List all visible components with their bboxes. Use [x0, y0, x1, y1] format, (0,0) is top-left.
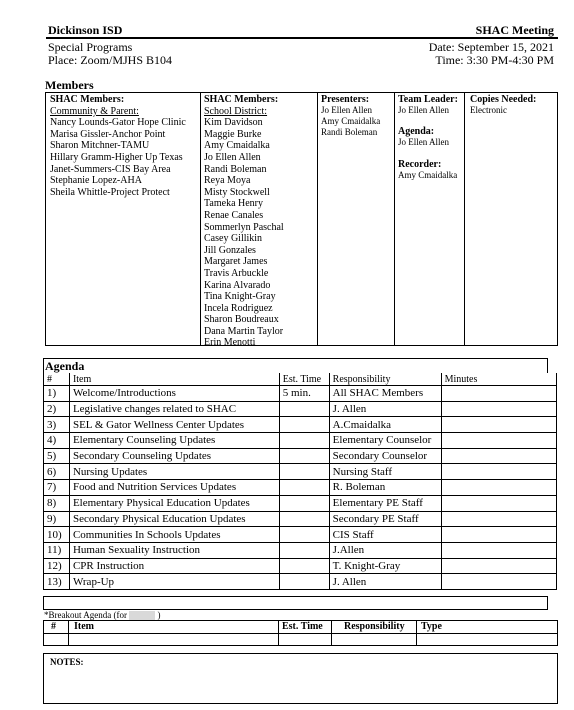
meeting-place: Place: Zoom/MJHS B104: [48, 53, 173, 67]
row-num: 8): [44, 495, 70, 511]
member-name: Renae Canales: [204, 209, 264, 221]
member-name: Karina Alvarado: [204, 279, 271, 291]
presenters-heading: Presenters:: [321, 94, 370, 105]
row-responsibility: T. Knight-Gray: [329, 558, 441, 574]
row-item: Elementary Physical Education Updates: [69, 495, 279, 511]
member-name: Hillary Gramm-Higher Up Texas: [50, 151, 183, 163]
breakout-label-close: ): [157, 610, 161, 620]
row-num: 4): [44, 433, 70, 449]
team-leader-column: [398, 94, 458, 181]
agenda-role-heading: Agenda:: [398, 126, 435, 137]
breakout-col-item: Item: [74, 621, 94, 632]
row-minutes: [441, 433, 556, 449]
row-responsibility: J.Allen: [329, 542, 441, 558]
breakout-label: [44, 610, 160, 620]
agenda-footer-bar: [43, 596, 548, 610]
row-num: 11): [44, 542, 70, 558]
notes-label: NOTES:: [50, 657, 84, 667]
agenda-role-name: Jo Ellen Allen: [398, 137, 449, 147]
recorder-heading: Recorder:: [398, 159, 442, 170]
agenda-col-responsibility: Responsibility: [329, 373, 441, 386]
member-name: Sheila Whittle-Project Protect: [50, 186, 170, 198]
agenda-header-row: [44, 373, 557, 386]
row-time: [279, 558, 329, 574]
row-time: 5 min.: [279, 386, 329, 402]
row-responsibility: Nursing Staff: [329, 464, 441, 480]
member-name: Nancy Lounds-Gator Hope Clinic: [50, 117, 186, 129]
presenters-column: [321, 94, 380, 138]
row-responsibility: Elementary PE Staff: [329, 495, 441, 511]
row-time: [279, 401, 329, 417]
table-row: [44, 527, 557, 543]
row-num: 6): [44, 464, 70, 480]
row-num: 12): [44, 558, 70, 574]
row-num: 2): [44, 401, 70, 417]
presenter-name: Amy Cmaidalka: [321, 116, 381, 126]
row-num: 1): [44, 386, 70, 402]
row-minutes: [441, 495, 556, 511]
row-minutes: [441, 527, 556, 543]
member-name: Reya Moya: [204, 175, 251, 187]
row-num: 5): [44, 448, 70, 464]
table-row: [44, 542, 557, 558]
meeting-time: Time: 3:30 PM-4:30 PM: [435, 53, 554, 67]
row-time: [279, 495, 329, 511]
notes-box: [43, 653, 558, 704]
row-responsibility: A.Cmaidalka: [329, 417, 441, 433]
copies-column: [470, 94, 536, 116]
row-item: Welcome/Introductions: [69, 386, 279, 402]
row-minutes: [441, 401, 556, 417]
row-time: [279, 464, 329, 480]
row-num: 9): [44, 511, 70, 527]
copies-value: Electronic: [470, 105, 507, 115]
breakout-label-text: *Breakout Agenda (for: [44, 610, 127, 620]
row-time: [279, 511, 329, 527]
district-heading: SHAC Members:: [204, 94, 279, 105]
row-item: Secondary Physical Education Updates: [69, 511, 279, 527]
row-minutes: [441, 511, 556, 527]
table-row: [44, 386, 557, 402]
member-name: Marisa Gissler-Anchor Point: [50, 128, 166, 140]
member-name: Kim Davidson: [204, 117, 263, 129]
row-minutes: [441, 558, 556, 574]
member-name: Jill Gonzales: [204, 244, 256, 256]
breakout-col-responsibility: Responsibility: [344, 621, 405, 632]
row-responsibility: CIS Staff: [329, 527, 441, 543]
row-item: Secondary Counseling Updates: [69, 448, 279, 464]
row-time: [279, 480, 329, 496]
table-row: [44, 401, 557, 417]
member-name: Tameka Henry: [204, 198, 263, 210]
agenda-col-time: Est. Time: [279, 373, 329, 386]
row-item: Wrap-Up: [69, 574, 279, 590]
table-row: [44, 574, 557, 590]
breakout-col-num: #: [51, 621, 56, 632]
members-title: Members: [45, 78, 94, 92]
member-name: Randi Boleman: [204, 163, 267, 175]
member-name: Sharon Boudreaux: [204, 314, 279, 326]
row-item: Elementary Counseling Updates: [69, 433, 279, 449]
member-name: Erin Menotti: [204, 337, 256, 349]
row-responsibility: Secondary PE Staff: [329, 511, 441, 527]
row-time: [279, 542, 329, 558]
table-row: [44, 480, 557, 496]
member-name: Dana Martin Taylor: [204, 325, 284, 337]
member-name: Sharon Mitchner-TAMU: [50, 140, 150, 152]
member-name: Margaret James: [204, 256, 268, 268]
agenda-title-bar: [43, 358, 548, 373]
row-item: Food and Nutrition Services Updates: [69, 480, 279, 496]
row-item: Communities In Schools Updates: [69, 527, 279, 543]
community-heading: SHAC Members:: [50, 94, 125, 105]
row-item: SEL & Gator Wellness Center Updates: [69, 417, 279, 433]
district-subheading: School District:: [204, 105, 268, 117]
department: Special Programs: [48, 40, 133, 54]
row-responsibility: All SHAC Members: [329, 386, 441, 402]
table-row: [44, 495, 557, 511]
row-item: CPR Instruction: [69, 558, 279, 574]
breakout-table: [43, 620, 558, 646]
member-name: Stephanie Lopez-AHA: [50, 175, 142, 187]
agenda-col-minutes: Minutes: [441, 373, 556, 386]
member-name: Sommerlyn Paschal: [204, 221, 284, 233]
row-num: 10): [44, 527, 70, 543]
community-members-column: [50, 94, 186, 198]
member-name: Incela Rodriguez: [204, 302, 273, 314]
row-responsibility: Elementary Counselor: [329, 433, 441, 449]
row-item: Human Sexuality Instruction: [69, 542, 279, 558]
row-item: Legislative changes related to SHAC: [69, 401, 279, 417]
row-responsibility: Secondary Counselor: [329, 448, 441, 464]
row-time: [279, 527, 329, 543]
meeting-date: Date: September 15, 2021: [428, 40, 554, 54]
team-leader-heading: Team Leader:: [398, 94, 458, 105]
member-name: Tina Knight-Gray: [204, 291, 276, 303]
district-members-column: [204, 94, 284, 349]
row-num: 13): [44, 574, 70, 590]
table-row: [44, 558, 557, 574]
row-minutes: [441, 448, 556, 464]
presenter-name: Jo Ellen Allen: [321, 105, 372, 115]
row-time: [279, 448, 329, 464]
member-name: Amy Cmaidalka: [204, 140, 270, 152]
member-name: Travis Arbuckle: [204, 267, 269, 279]
presenter-name: Randi Boleman: [321, 127, 378, 137]
team-leader-name: Jo Ellen Allen: [398, 105, 449, 115]
member-name: Maggie Burke: [204, 128, 262, 140]
recorder-name: Amy Cmaidalka: [398, 170, 458, 180]
row-minutes: [441, 574, 556, 590]
row-item: Nursing Updates: [69, 464, 279, 480]
table-row: [44, 511, 557, 527]
row-responsibility: R. Boleman: [329, 480, 441, 496]
agenda-col-num: #: [44, 373, 70, 386]
member-name: Janet-Summers-CIS Bay Area: [50, 163, 171, 175]
org-name: Dickinson ISD: [48, 23, 123, 37]
community-subheading: Community & Parent:: [50, 105, 139, 117]
row-minutes: [441, 542, 556, 558]
row-responsibility: J. Allen: [329, 401, 441, 417]
members-box: [45, 92, 558, 349]
row-time: [279, 417, 329, 433]
meeting-title: SHAC Meeting: [475, 23, 554, 37]
row-num: 3): [44, 417, 70, 433]
row-responsibility: J. Allen: [329, 574, 441, 590]
breakout-col-time: Est. Time: [282, 621, 323, 632]
row-minutes: [441, 386, 556, 402]
copies-heading: Copies Needed:: [470, 94, 537, 105]
row-time: [279, 574, 329, 590]
agenda-title: Agenda: [45, 359, 85, 373]
row-minutes: [441, 480, 556, 496]
table-row: [44, 417, 557, 433]
member-name: Casey Gillikin: [204, 233, 263, 245]
row-time: [279, 433, 329, 449]
table-row: [44, 464, 557, 480]
agenda-table: [43, 373, 557, 590]
table-row: [44, 433, 557, 449]
table-row: [44, 448, 557, 464]
member-name: Misty Stockwell: [204, 186, 270, 198]
agenda-col-item: Item: [69, 373, 279, 386]
row-num: 7): [44, 480, 70, 496]
row-minutes: [441, 417, 556, 433]
member-name: Jo Ellen Allen: [204, 151, 261, 163]
breakout-col-type: Type: [421, 621, 442, 632]
row-minutes: [441, 464, 556, 480]
header-rule: [46, 37, 558, 39]
